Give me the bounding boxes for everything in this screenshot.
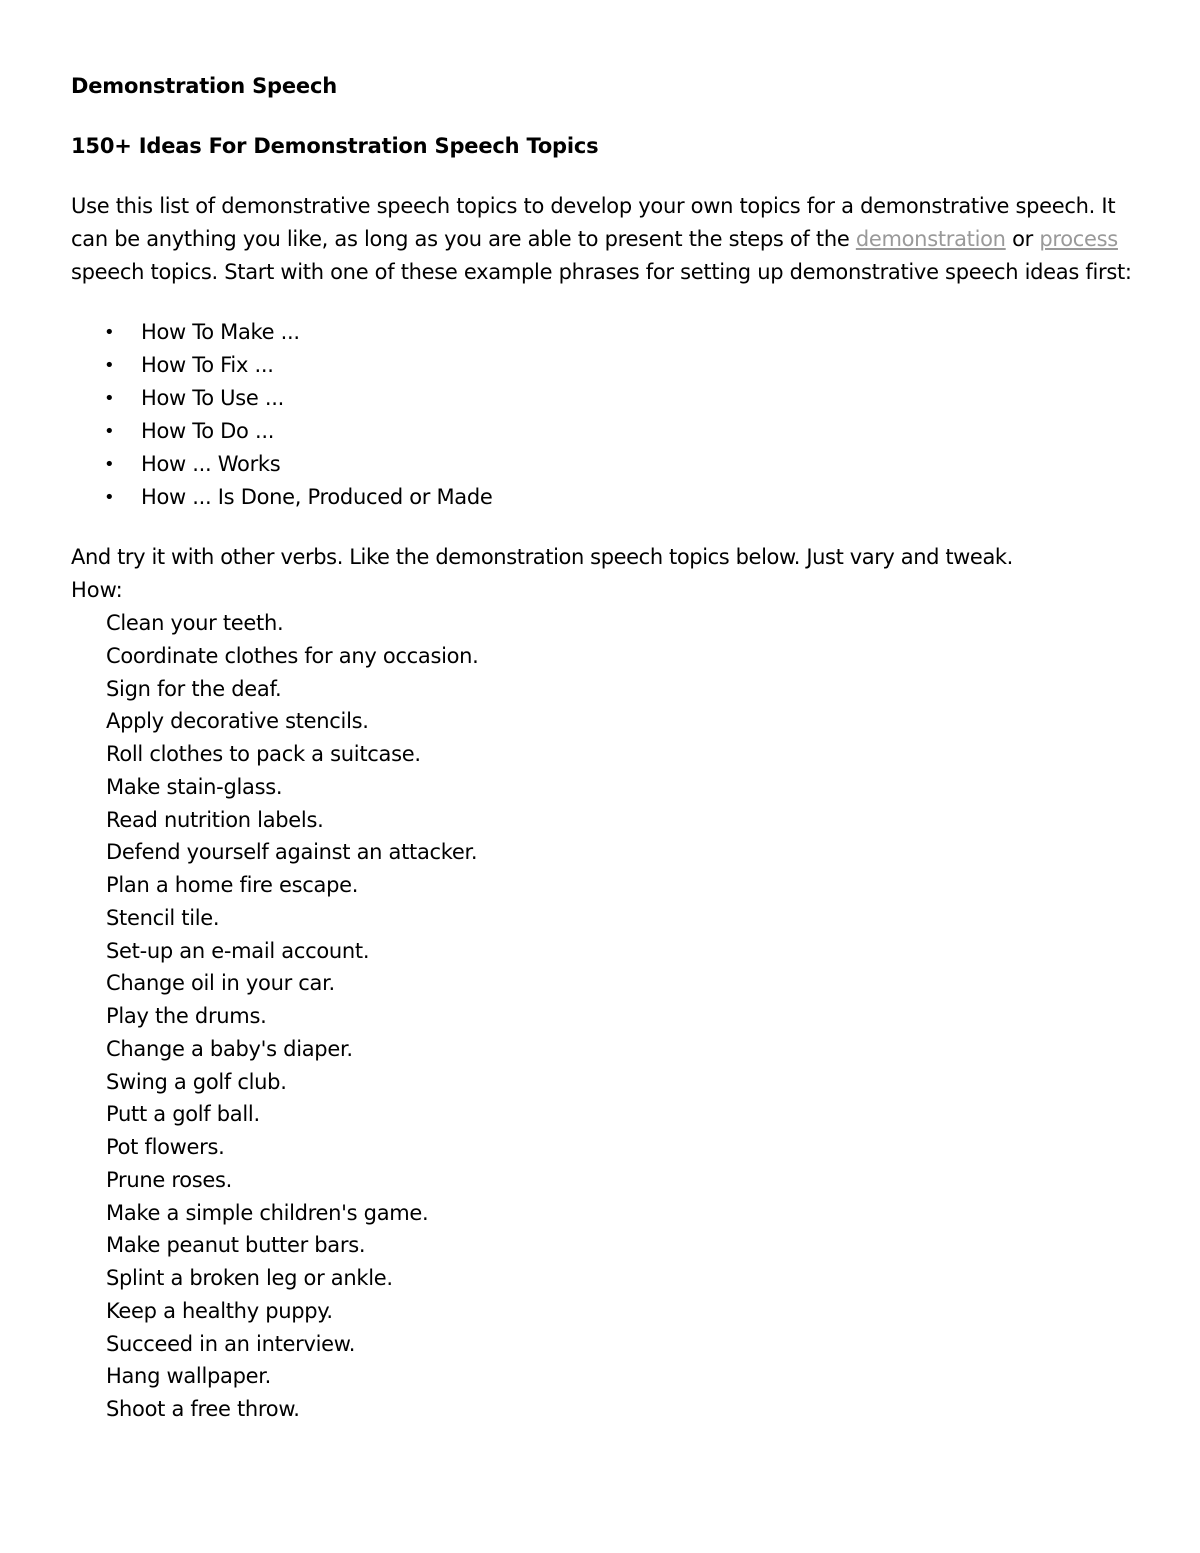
document-page [71, 70, 1151, 1426]
document-subtitle: 150+ Ideas For Demonstration Speech Topics [71, 134, 599, 158]
topic-list-item: Splint a broken leg or ankle. [106, 1266, 393, 1290]
example-phrase-list [71, 316, 1151, 514]
process-link[interactable]: process [1039, 227, 1118, 251]
intro-text-after: speech topics. Start with one of these example phrases for setting up demonstrative speech ideas first: [71, 260, 1132, 284]
topic-list-item: Pot flowers. [106, 1135, 225, 1159]
demonstration-link[interactable]: demonstration [855, 227, 1006, 251]
topic-list-item: Change oil in your car. [106, 971, 335, 996]
bullet-icon: • [104, 388, 115, 409]
topic-list-item: Shoot a free throw. [106, 1397, 300, 1421]
bullet-icon: • [104, 355, 115, 376]
topic-list-item: Hang wallpaper. [106, 1364, 272, 1389]
phrase-text: How To Fix ... [141, 353, 274, 377]
intro-text-before: Use this list of demonstrative speech topics to develop your own topics for a demonstrative speech. It can be anything you like, as long as you are able to present the steps of the [71, 194, 1116, 251]
topic-list-item: Stencil tile. [106, 905, 220, 930]
how-label: How: [71, 578, 123, 602]
bullet-icon: • [104, 487, 115, 508]
topic-list-item: Keep a healthy puppy. [106, 1298, 333, 1323]
topic-list-item: Set-up an e-mail account. [106, 938, 370, 963]
topic-list-item: Make a simple children's game. [106, 1200, 429, 1225]
bullet-icon: • [104, 322, 115, 343]
phrase-list-item [71, 316, 1151, 349]
verbs-paragraph: And try it with other verbs. Like the demonstration speech topics below. Just vary and tweak. [71, 545, 1013, 569]
phrase-text: How To Make ... [141, 320, 300, 344]
topic-list-item: Succeed in an interview. [106, 1331, 356, 1356]
topic-list-item: Prune roses. [106, 1167, 233, 1192]
phrase-text: How ... Is Done, Produced or Made [141, 485, 493, 509]
phrase-text: How To Do ... [141, 419, 275, 443]
topic-list-item: Coordinate clothes for any occasion. [106, 643, 479, 668]
topic-list-item: Defend yourself against an attacker. [106, 840, 478, 865]
phrase-list-item [71, 448, 1151, 481]
phrase-text: How ... Works [141, 452, 281, 476]
topic-list-item: Make stain-glass. [106, 774, 283, 799]
topic-list [71, 607, 1151, 1426]
topic-list-item: Plan a home fire escape. [106, 873, 359, 897]
topic-list-item: Putt a golf ball. [106, 1102, 260, 1127]
intro-text-middle: or [1005, 227, 1040, 251]
topic-list-item: Roll clothes to pack a suitcase. [106, 742, 421, 766]
phrase-list-item [71, 481, 1151, 514]
phrase-list-item [71, 382, 1151, 415]
topic-list-item: Apply decorative stencils. [106, 709, 369, 734]
topic-list-item: Read nutrition labels. [106, 807, 324, 832]
phrase-list-item [71, 349, 1151, 382]
topic-list-item: Change a baby's diaper. [106, 1036, 353, 1061]
topic-list-item: Sign for the deaf. [106, 676, 282, 701]
topic-list-item: Clean your teeth. [106, 611, 284, 635]
topic-list-item: Play the drums. [106, 1004, 267, 1028]
bullet-icon: • [104, 454, 115, 475]
topic-list-item: Make peanut butter bars. [106, 1233, 366, 1258]
document-title: Demonstration Speech [71, 74, 337, 98]
topic-list-item: Swing a golf club. [106, 1069, 287, 1094]
bullet-icon: • [104, 421, 115, 442]
phrase-list-item [71, 415, 1151, 448]
phrase-text: How To Use ... [141, 386, 285, 410]
intro-paragraph [71, 190, 1151, 289]
